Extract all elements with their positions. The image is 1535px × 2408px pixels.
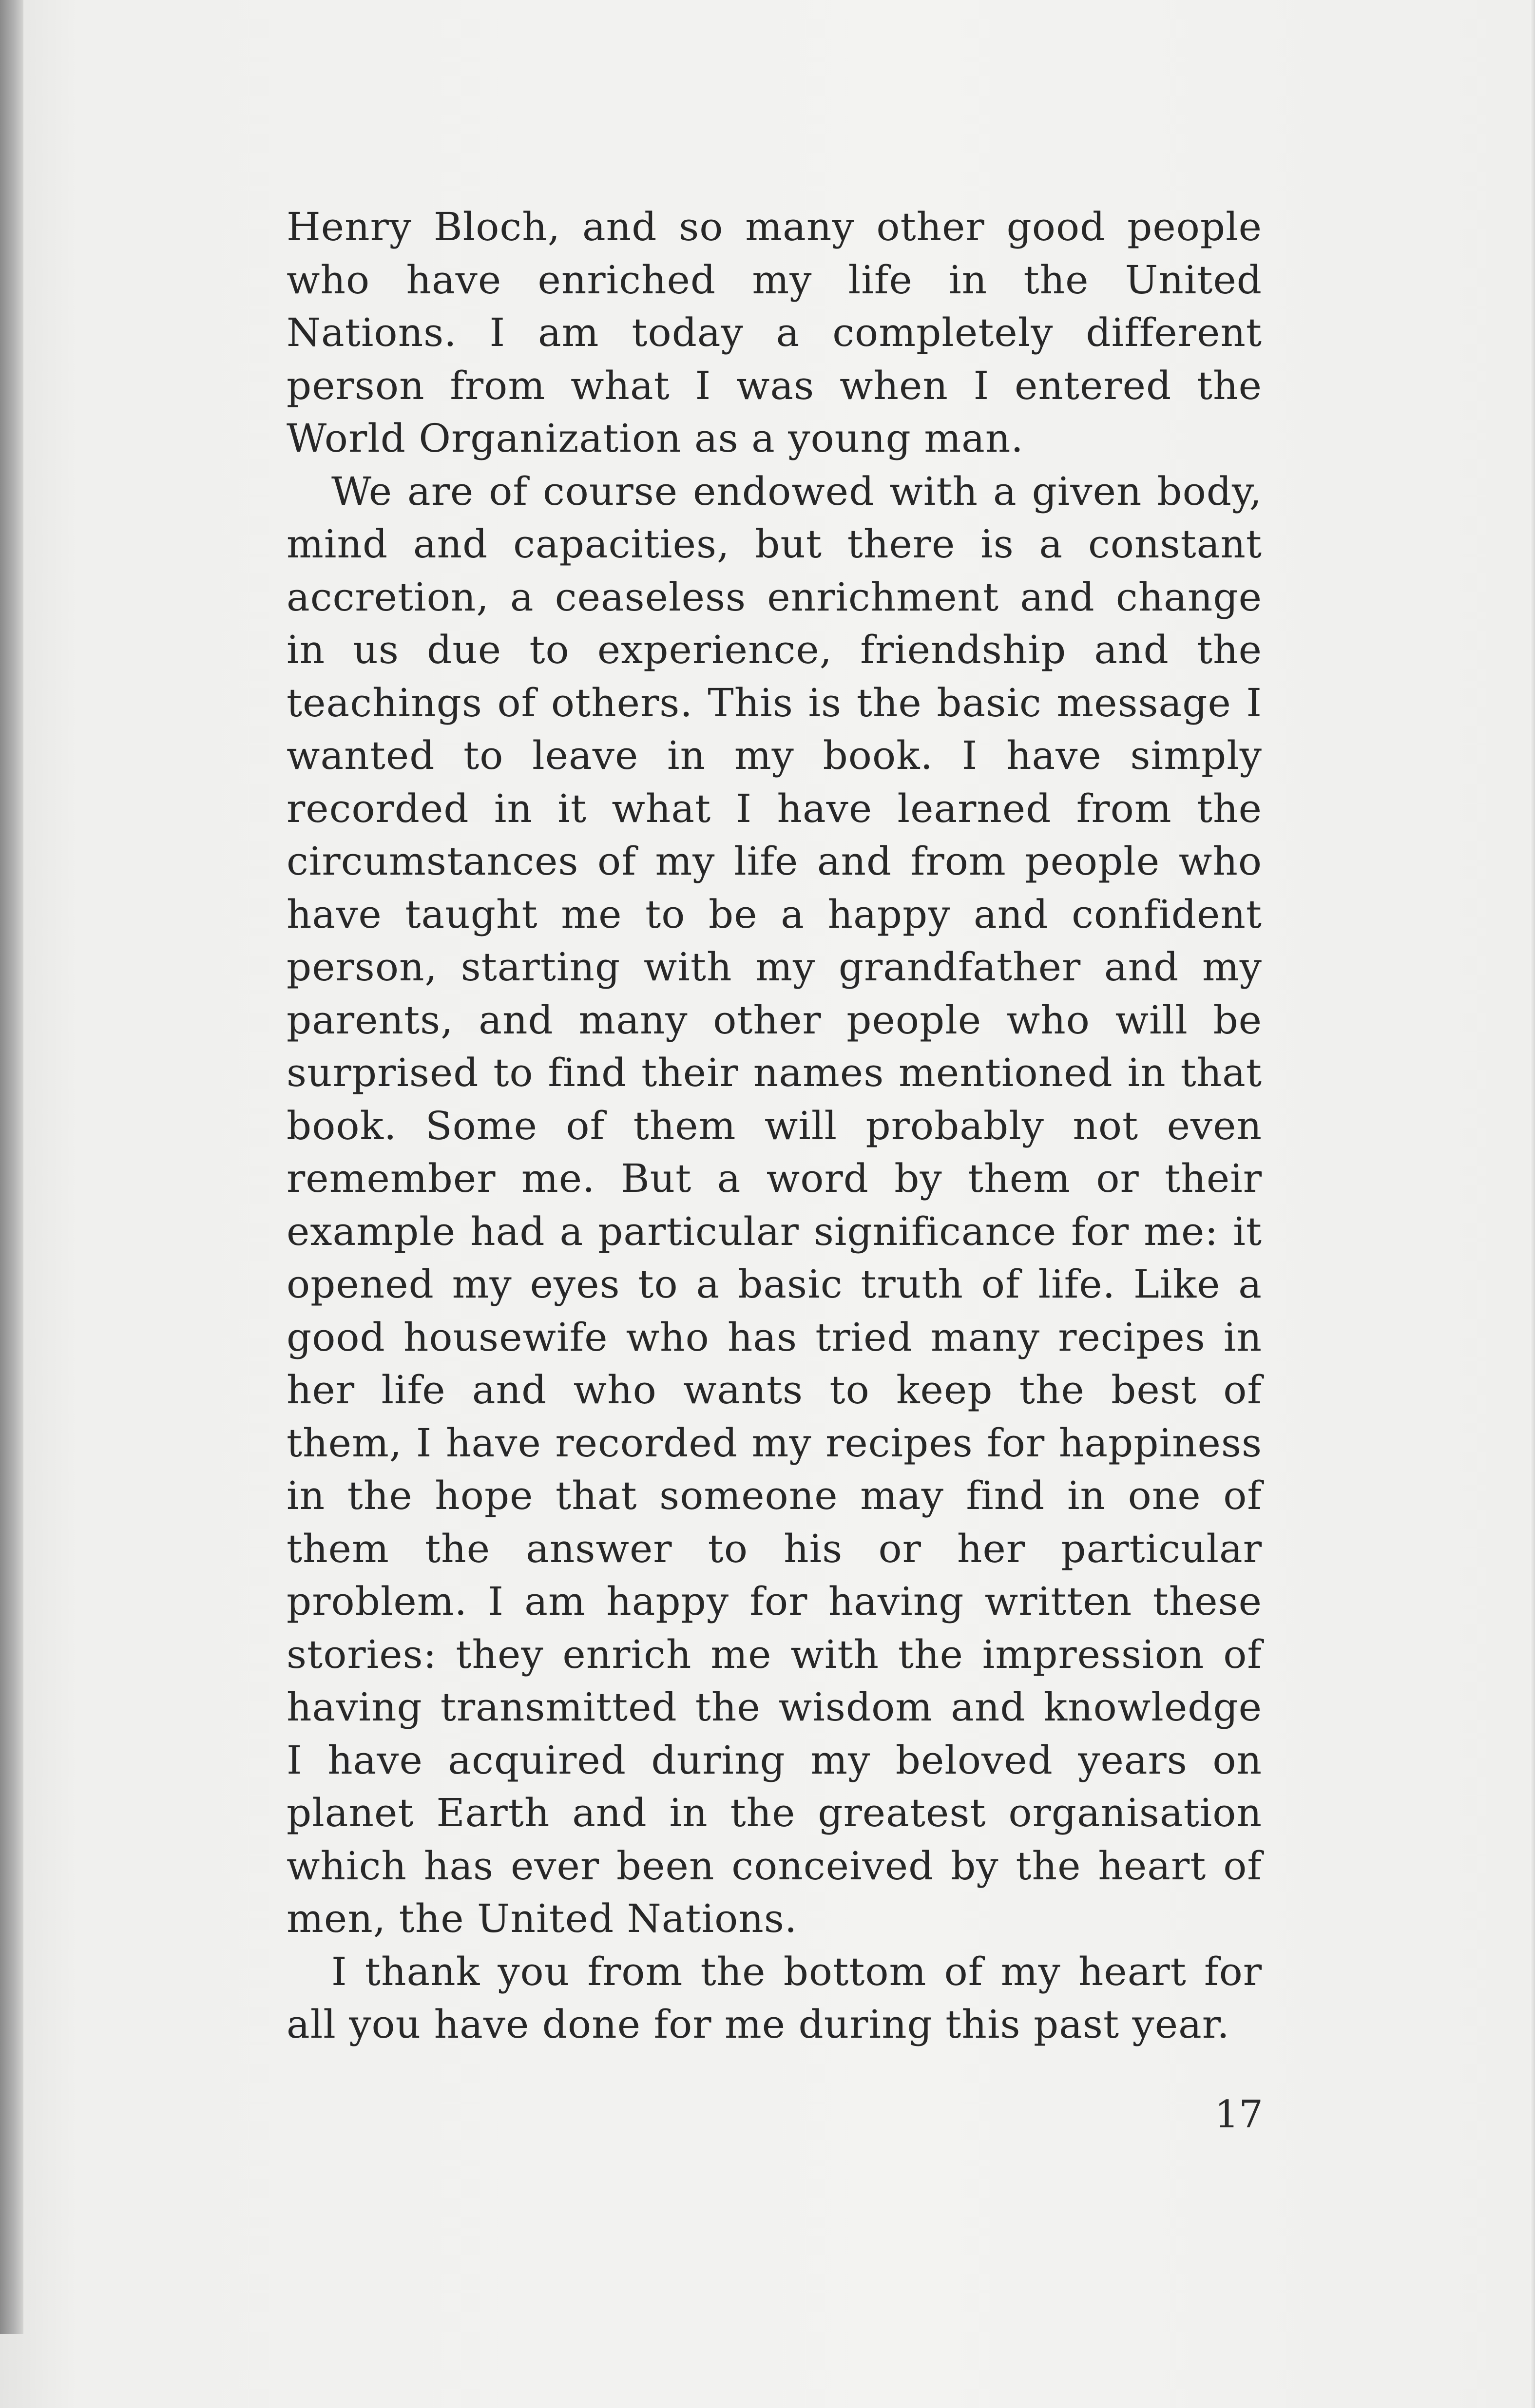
paragraph-3: I thank you from the bottom of my heart for all you have done for me during this past year.: [287, 1949, 1262, 2047]
paragraph-2: We are of course endowed with a given body, mind and capacities, but there is a constant accretion, a ceaseless enrichment and change in us due to experience, friendship and the teachings of others. This is the basic message I wanted to leave in my book. I have simply recorded in it what I have learned from the circumstances of my life and from people who have taught me to be a happy and confident person, starting with my grandfather and my parents, and many other people who will be surprised to find their names mentioned in that book. Some of them will probably not even remember me. But a word by them or their example had a particular significance for me: it opened my eyes to a basic truth of life. Like a good housewife who has tried many recipes in her life and who wants to keep the best of them, I have recorded my recipes for happiness in the hope that someone may find in one of them the answer to his or her particular problem. I am happy for having written these stories: they enrich me with the impression of having transmitted the wisdom and knowledge I have acquired during my beloved years on planet Earth and in the greatest organisation which has ever been conceived by the heart of men, the United Nations.: [287, 468, 1262, 1941]
body-text: [287, 201, 1262, 2051]
page-right-edge: [1530, 0, 1535, 2408]
page-number: 17: [1214, 2093, 1263, 2137]
page-spine-shadow: [0, 0, 23, 2334]
paragraph-1: Henry Bloch, and so many other good people who have enriched my life in the United Nations. I am today a completely different person from what I was when I entered the World Organization as a young man.: [287, 204, 1262, 461]
